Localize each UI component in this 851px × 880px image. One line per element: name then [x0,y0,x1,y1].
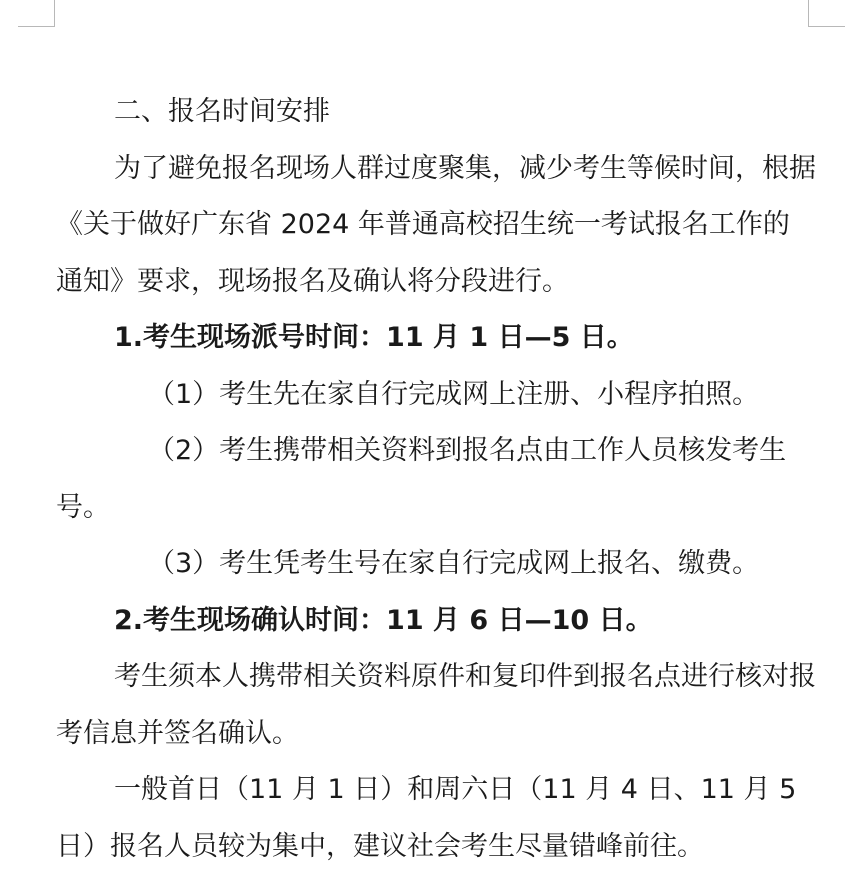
confirm-time-heading: 2.考生现场确认时间：11 月 6 日—10 日。 [114,604,653,636]
crop-mark-top-right [808,0,845,27]
dispatch-time-heading: 1.考生现场派号时间：11 月 1 日—5 日。 [114,322,634,353]
document-body [56,84,816,875]
confirm-paragraph: 考生须本人携带相关资料原件和复印件到报名点进行核对报考信息并签名确认。 [56,661,816,749]
step-3-paragraph: （3）考生凭考生号在家自行完成网上报名、缴费。 [148,548,760,579]
section-heading: 二、报名时间安排 [114,96,330,127]
crop-mark-top-left [18,0,55,27]
step-2-paragraph: （2）考生携带相关资料到报名点由工作人员核发考生号。 [56,435,787,523]
intro-paragraph: 为了避免报名现场人群过度聚集，减少考生等候时间，根据《关于做好广东省 2024 年普通高校招生统一考试报名工作的通知》要求，现场报名及确认将分段进行。 [56,152,816,297]
peak-advice-paragraph: 一般首日（11 月 1 日）和周六日（11 月 4 日、11 月 5 日）报名人员较为集中，建议社会考生尽量错峰前往。 [56,774,805,862]
step-1-paragraph: （1）考生先在家自行完成网上注册、小程序拍照。 [148,378,760,410]
